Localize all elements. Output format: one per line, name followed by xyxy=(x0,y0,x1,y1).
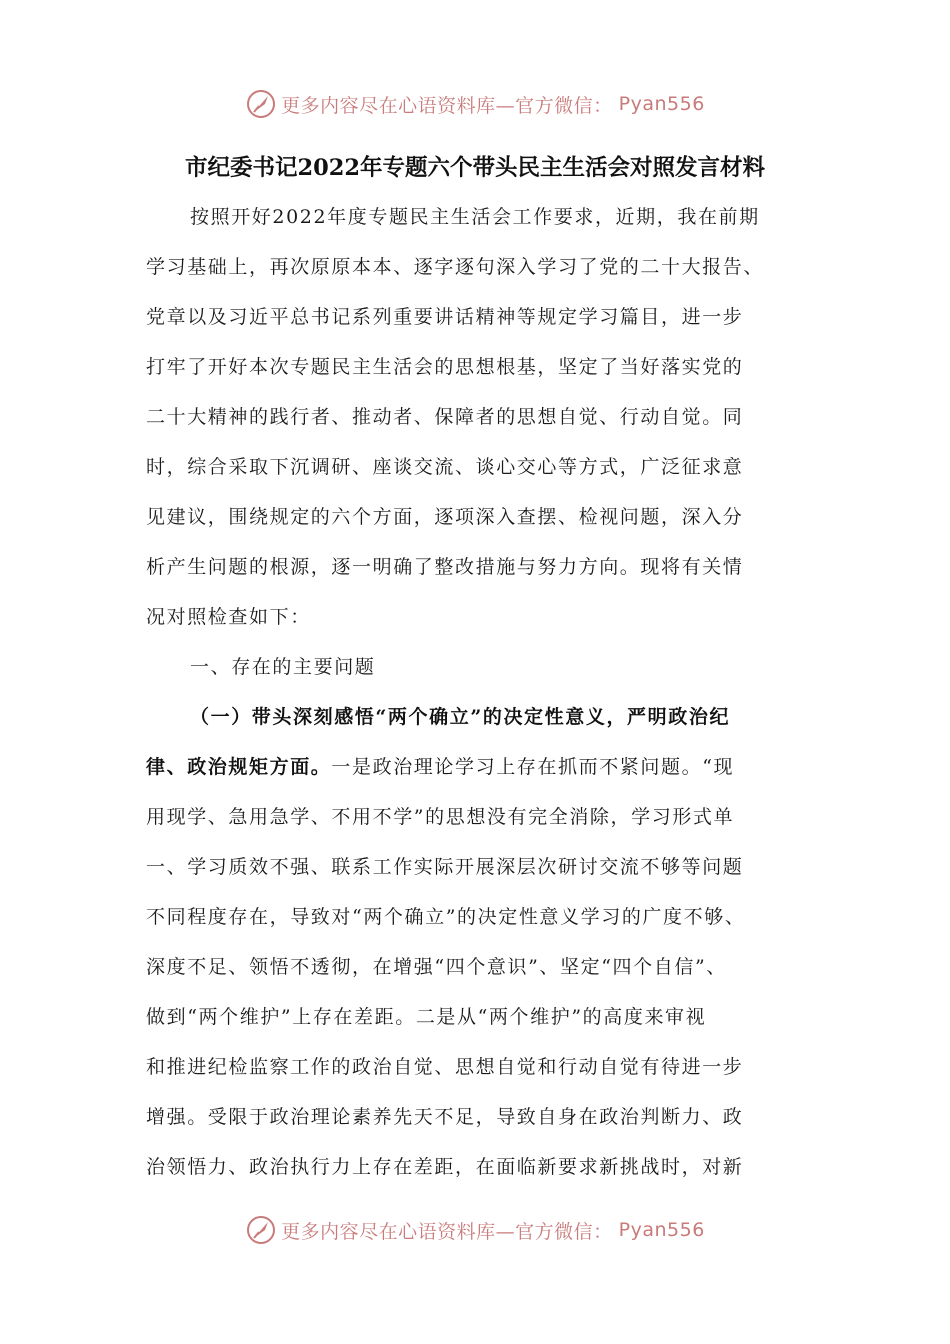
paragraph-line xyxy=(146,750,826,784)
document-title: 市纪委书记2022年专题六个带头民主生活会对照发言材料 xyxy=(184,155,766,181)
subsection-heading: （一）带头深刻感悟“两个确立”的决定性意义，严明政治纪 xyxy=(190,706,731,728)
paragraph-text: 一是政治理论学习上存在抓而不紧问题。“现 xyxy=(331,756,735,778)
paragraph-line: 不同程度存在，导致对“两个确立”的决定性意义学习的广度不够、 xyxy=(146,906,746,928)
paragraph-line: 按照开好2022年度专题民主生活会工作要求，近期，我在前期 xyxy=(190,206,760,228)
watermark-handle: Pyan556 xyxy=(618,1219,705,1241)
paragraph-line: 学习基础上，再次原原本本、逐字逐句深入学习了党的二十大报告、 xyxy=(146,256,765,278)
paragraph-line: 用现学、急用急学、不用不学”的思想没有完全消除，学习形式单 xyxy=(146,806,735,828)
paragraph-line: 时，综合采取下沉调研、座谈交流、谈心交心等方式，广泛征求意 xyxy=(146,456,744,478)
paragraph-line: 见建议，围绕规定的六个方面，逐项深入查摆、检视问题，深入分 xyxy=(146,506,744,528)
quill-logo-icon xyxy=(245,1214,277,1246)
watermark-footer xyxy=(0,1212,950,1248)
watermark-text: 更多内容尽在心语资料库—官方微信： xyxy=(281,1220,613,1243)
paragraph-line: 况对照检查如下： xyxy=(146,606,311,628)
paragraph-line: 打牢了开好本次专题民主生活会的思想根基，坚定了当好落实党的 xyxy=(146,356,744,378)
watermark-text: 更多内容尽在心语资料库—官方微信： xyxy=(281,94,613,117)
watermark-header xyxy=(0,86,950,122)
watermark-handle: Pyan556 xyxy=(618,93,705,115)
paragraph-line: 做到“两个维护”上存在差距。二是从“两个维护”的高度来审视 xyxy=(146,1006,707,1028)
subsection-heading-end: 律、政治规矩方面。 xyxy=(146,756,332,778)
paragraph-line: 和推进纪检监察工作的政治自觉、思想自觉和行动自觉有待进一步 xyxy=(146,1056,744,1078)
quill-logo-icon xyxy=(245,88,277,120)
paragraph-line: 治领悟力、政治执行力上存在差距，在面临新要求新挑战时，对新 xyxy=(146,1156,744,1178)
paragraph-line: 增强。受限于政治理论素养先天不足，导致自身在政治判断力、政 xyxy=(146,1106,744,1128)
section-heading: 一、存在的主要问题 xyxy=(190,656,376,678)
paragraph-line: 析产生问题的根源，逐一明确了整改措施与努力方向。现将有关情 xyxy=(146,556,744,578)
paragraph-line: 深度不足、领悟不透彻，在增强“四个意识”、坚定“四个自信”、 xyxy=(146,956,727,978)
paragraph-line: 党章以及习近平总书记系列重要讲话精神等规定学习篇目，进一步 xyxy=(146,306,744,328)
paragraph-line: 二十大精神的践行者、推动者、保障者的思想自觉、行动自觉。同 xyxy=(146,406,744,428)
paragraph-line: 一、学习质效不强、联系工作实际开展深层次研讨交流不够等问题 xyxy=(146,856,744,878)
